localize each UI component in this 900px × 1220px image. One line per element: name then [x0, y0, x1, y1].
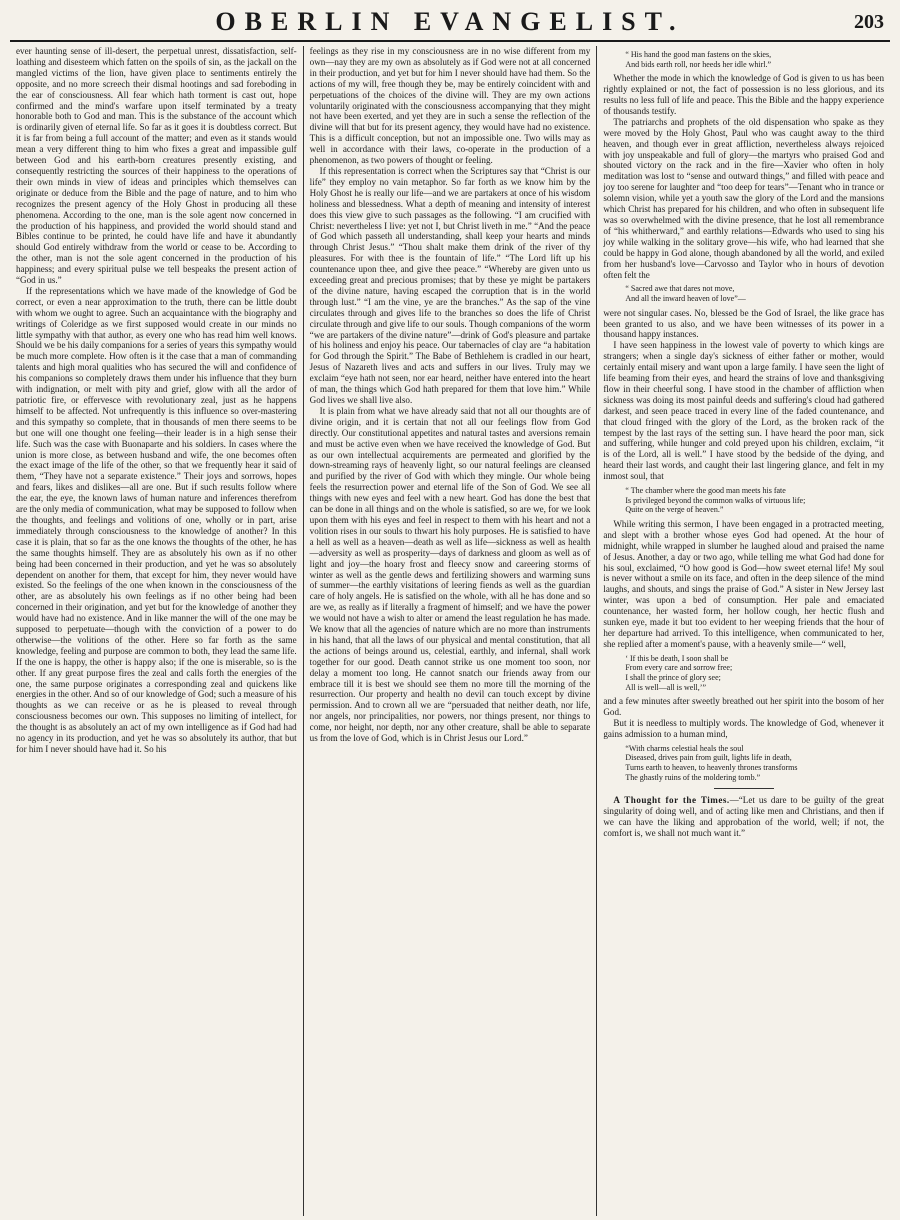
verse-line: Is privileged beyond the common walks of virtuous life; [625, 495, 806, 505]
verse-quote [625, 50, 884, 69]
section-divider [714, 788, 774, 789]
verse-line: ‘ If this be death, I soon shall be [625, 653, 729, 663]
column-3 [596, 46, 890, 1216]
paragraph: It is plain from what we have already said that not all our thoughts are of divine origin, and it is certain that not all our feelings flow from God directly. Our constitutional appetites and natural tastes and aversions remain and must be active even when we have received the knowledge of God. But as our own intellectual acquirements are permeated and glorified by the down-streaming rays of heavenly light, so our natural feelings are cleansed and purified by the river of God with which they mingle. Our whole being feels the resurrection power and eternal life of the Son of God. We see all things with new eyes and feel with a new heart. God has done the best that can be done in all things and on the whole is satisfied, so are we, for we look upon them with his eyes and feel in respect to them with his heart and not a volition rises in our souls to thwart his holy purposes. He is satisfied to have a hell as well as a heaven—death as well as life—sickness as well as health—adversity as well as prosperity—days of darkness and gloom as well as of light and joy—the hoary frost and fleecy snow and careering storms of winter as well as the gentle dews and fertilizing showers and warming suns of summer—the earthly visitations of leering fiends as well as the guardian care of holy angels. He is satisfied on the whole, with all he has done and so are we, as really as if literally a fragment of himself; and we have the power we would not have a wish to alter or amend the least regulation he has made. We know that all the agencies of nature which are no more than instruments in his hand, that all the laws of our physical and mental constitution, that all the actions of beings around us, celestial, earthly, and infernal, shall work together for our good. Death cannot strike us one moment too soon, nor delay a moment too long. He cannot snatch our friends away from our embrace till it is best we should see them no more till the morning of the resurrection. Our property and health no devil can touch except by divine permission. And to crown all we are “persuaded that neither death, nor life, nor angels, nor principalities, nor powers, nor things present, nor things to come, nor height, nor depth, nor any other creature, shall be able to separate us from the love of God, which is in Christ Jesus our Lord.” [309, 405, 591, 744]
thought-label: A Thought for the Times. [613, 795, 730, 806]
verse-line: From every care and sorrow free; [625, 663, 733, 673]
verse-line: “ Sacred awe that dares not move, [625, 284, 735, 294]
thought-for-the-times [603, 795, 884, 839]
paragraph: ever haunting sense of ill-desert, the perpetual unrest, dissatisfaction, self-loathing and disesteem which fatten on the spoils of sin, as the jackall on the mangled victims of the lion, have given place to sentiments entirely the opposite, and no more screech their dismal hootings and sad foreboding in the ear of consciousness. All fear which hath torment is cast out, hope confirmed and the mind's warfare upon itself terminated by a treaty honorable both to God and man. This is the substance of the account which is ordinarily given of eternal life. So far as it goes it is doubtless correct. But it is far from being a full account of the matter; and even as it stands would mean a very different thing to him who fixes a great and impassible gulf between God and his earth-born creatures presently existing, and consequently restricting the sources of their happiness to the operations of their own minds in view of ideas and principles which themselves can originate or deduce from the Bible and the page of nature, and to him who recognizes the present agency of the Holy Ghost in producing all these phenomena. According to the one, man is the sole agent now concerned in the production of his happiness, and provided the world should stand and Bibles continue to be printed, he could have life and have it abundantly should God entirely withdraw from the world or cease to be. According to the other, man is not the sole agent concerned in the production of his happiness; and every spiritual pulse we tell bespeaks the present action of “God in us.” [16, 46, 297, 286]
paragraph: I have seen happiness in the lowest vale of poverty to which kings are strangers; when a single day's sickness of either father or mother, would certainly entail misery and want upon a large family. I have seen the light of life beaming from their eyes, and heard the strains of love and thanksgiving flow in their cheerful song. I have stood in the chamber of affliction when sickness was doing its most painful deeds and suffering's cloud had gathered darkest, and seen peace traced in every line of the faded countenance, and that cloud fringed with the glory of the Lord, as the broken rack of the tempest by the last rays of the setting sun. I have heard the poor man, sick and suffering, while hunger and cold preyed upon his children, exclaim, “it is of the Lord, all is well.” I have stood by the bedside of the dying, and heard their last words, and caught their last lingering glance, and felt in my inmost soul, that [603, 340, 885, 482]
paragraph: and a few minutes after sweetly breathed out her spirit into the bosom of her God. [603, 696, 885, 718]
newspaper-title: OBERLIN EVANGELIST. [215, 7, 685, 36]
paragraph: While writing this sermon, I have been engaged in a protracted meeting, and slept with a brother whose eyes God had opened. At the hour of midnight, while wrapped in slumber he laughed aloud and praised the name of Jesus. Another, a day or two ago, while telling me what God had done for his soul, exclaimed, “O how good is God—how sweet eternal life! My soul is never without a smile on its face, and often in the deep silence of the mind laughs, and shouts, and sings the praise of God.” A sister in New Jersey last winter, was upon a bed of consumption. Her pale and emaciated countenance, her wasted form, her hollow cough, her hectic flush and sunken eye, made it but too evident to her weeping friends that the hour of her departure had arrived. To this intelligence, when communicated to her, she replied after a moment's pause, with a heavenly smile—“ well, [603, 518, 885, 649]
verse-quote [625, 486, 884, 515]
verse-line: And all the inward heaven of love”— [625, 294, 746, 303]
verse-quote [625, 284, 884, 303]
masthead [10, 6, 890, 38]
verse-line: “With charms celestial heals the soul [625, 743, 744, 753]
verse-line: Quite on the verge of heaven.” [625, 505, 724, 515]
header-rule [10, 40, 890, 42]
verse-line: Diseased, drives pain from guilt, lights life in death, [625, 753, 792, 763]
verse-line: All is well—all is well,’” [625, 682, 706, 692]
verse-line: And bids earth roll, nor heeds her idle whirl.” [625, 59, 772, 69]
thought-text: —“Let us dare to be guilty of the great singularity of doing well, and of acting like men and Christians, and then if we can have the liking and approbation of the world, well; if not, the comfort is, we shall not much want it.” [603, 795, 885, 838]
verse-quote [625, 744, 884, 782]
paragraph: were not singular cases. No, blessed be the God of Israel, the like grace has been granted to us also, and we have been witnesses of its power in a thousand happy instances. [603, 307, 885, 340]
paragraph: If the representations which we have made of the knowledge of God be correct, or even a near approximation to the truth, there can be little doubt with whom we ought to agree. Such an acquaintance with the biography and writings of Coleridge as we first supposed would create in our minds no little sympathy with that author, as every one who has read him well knows. Should we be his daily companions for a series of years this sympathy would be much more complete. How often is it the case that a man of commanding talents and high moral qualities who has secured the will and confidence of his companions so completely draws them under his influence that they burn with indignation, or melt with pity and grief, glow with all the ardor of patriotic fire, or effervesce with revolutionary zeal, just as he happens himself to be affected. Not unfrequently is this influence so over-mastering and this sympathy so complete, that in thousands of men there seems to be but one will one thought one feeling—their leader is in a high sense their life. Such was the case with Buonaparte and his soldiers. In cases where the union is more close, as between husband and wife, the one becomes often the exact image of the life of the other, so that we frequently hear it said of them, “They have not a separate existence.” Their joys and sorrows, hopes and fears, likes and dislikes—all are one. But if such results follow where the ear, the eye, the known laws of human nature and inferences therefrom are the only media of communication, what may be supposed to follow when the thoughts, and feelings and volitions of one, wholly or in part, arise immediately through consciousness to the knowledge of another? In this case it is plain, that so far as the one knows the thoughts of the other, he has the same thoughts himself. They are as absolutely his own as if no other being had been concerned in their production, and yet he was so absolutely dependent on another for them, that except for him, they never would have existed. So the feelings of the one when known in the consciousness of the other, are as absolutely his own feelings as if no other being had been concerned in their origination, and yet but for the knowledge of another they would have had no existence. And in like manner the will of the one may be supposed to perpetuate—though with the conviction of a power to do otherwise—the volitions of the other. Here so far forth as the same knowledge, feeling and purpose are common to both, they lead the same life. If the one is happy, the other is happy also; if the one is miserable, so is the other. If any great purpose fires the zeal and calls forth the energies of the one, the same purpose originates a corresponding zeal and quickens like energies in the other. And so of our knowledge of God; such a measure of his thoughts as we can receive or as he is pleased to reveal through consciousness becomes our own. This supposes no limiting of intellect, for the thought is as absolutely an act of my own intelligence as if God had had no agency in its production, and yet he was so absolutely its author, that but for him I never should have had it. So his [16, 285, 297, 754]
page-number: 203 [854, 11, 884, 33]
verse-line: Turns earth to heaven, to heavenly thrones transforms [625, 762, 798, 772]
paragraph: Whether the mode in which the knowledge of God is given to us has been rightly explained or not, the fact of possession is no less glorious, and its results no less full of life and peace. This the Bible and the happy experience of thousands testify. [603, 73, 885, 116]
paragraph: But it is needless to multiply words. The knowledge of God, whenever it gains admission to a human mind, [603, 717, 885, 739]
paragraph: If this representation is correct when the Scriptures say that “Christ is our life” they employ no vain metaphor. So far forth as we know him by the Holy Ghost he is really our life—and we are partakers at once of his wisdom holiness and blessedness. What a depth of meaning and intensity of interest does this view give to such passages as the following. “I am crucified with Christ: nevertheless I live: yet not I, but Christ liveth in me.” “And the peace of God which passeth all understanding, shall keep your hearts and minds through Christ Jesus.” “Thou shalt make them drink of the river of thy pleasures. For with thee is the fountain of life.” “The Lord lift up his countenance upon thee, and give thee peace.” “Whereby are given unto us exceeding great and precious promises; that by these ye might be partakers of the divine nature, having escaped the corruption that is in the world through lust.” “I am the vine, ye are the branches.” As the sap of the vine circulates through and gives life to the branches so does the life of Christ circulate through and give life to our souls. Though companions of the worm “we are partakers of the divine nature”—drink of God's pleasure and partake of his holiness and enjoy his peace. Our tabernacles of clay are “a habitation for God through the Spirit.” The Babe of Bethlehem is cradled in our heart, Jesus of Nazareth lives and acts and suffers in our lives. Truly may we exclaim “eye hath not seen, nor ear heard, neither have entered into the heart of man, the things which God hath prepared for them that love him.” While God lives we shall live also. [309, 165, 591, 405]
paragraph: The patriarchs and prophets of the old dispensation who spake as they were moved by the Holy Ghost, Paul who was caught away to the third heaven, and though ever in great affliction, nevertheless always rejoiced with joy unspeakable and full of glory—the martyrs who praised God and shouted victory on the rack and in the fire—Xavier who often in holy meditation was lost to “sense and outward things,” and filled with peace and joy too serene for laughter and “too deep for tears”—Tenant who in trance or solemn vision, while yet a youth saw the glory of the Lord and the mansions which Christ has prepared for his children, and who often in subsequent life was so overwhelmed with the divine presence, that he lost all remembrance of “his whitherward,” and earthly relations—Edwards who used to sing his joy while walking in the solitary grove—his wife, who had learned that she could be happy in God alone, though abandoned by all the world, and exiled from her husband's love—Carvosso and Taylor who in hours of devotion often felt the [603, 116, 885, 280]
column-1 [10, 46, 303, 1216]
verse-line: I shall the prince of glory see; [625, 672, 721, 682]
verse-quote [625, 654, 884, 692]
verse-line: “ His hand the good man fastens on the skies, [625, 50, 772, 59]
column-2 [303, 46, 597, 1216]
verse-line: “ The chamber where the good man meets his fate [625, 486, 786, 496]
article-columns [10, 46, 890, 1216]
verse-line: The ghastly ruins of the moldering tomb.” [625, 772, 761, 782]
paragraph: feelings as they rise in my consciousness are in no wise different from my own—nay they are my own as absolutely as if God were not at all concerned in their production, and yet but for him I never should have had them. So the actions of my will, free though they be, may be entirely coincident with and perpetuations of the choices of the divine will. They are my own actions voluntarily originated with the consciousness accompanying that they might not have been exerted, and yet they are in such a sense the reflection of the divine will that but for its present agency, they would have had no existence. This is a difficult conception, but not an impossible one. Two wills may as well in accordance with their laws, co-operate in the production of a phenomenon, as two powers of thought or feeling. [309, 46, 591, 166]
